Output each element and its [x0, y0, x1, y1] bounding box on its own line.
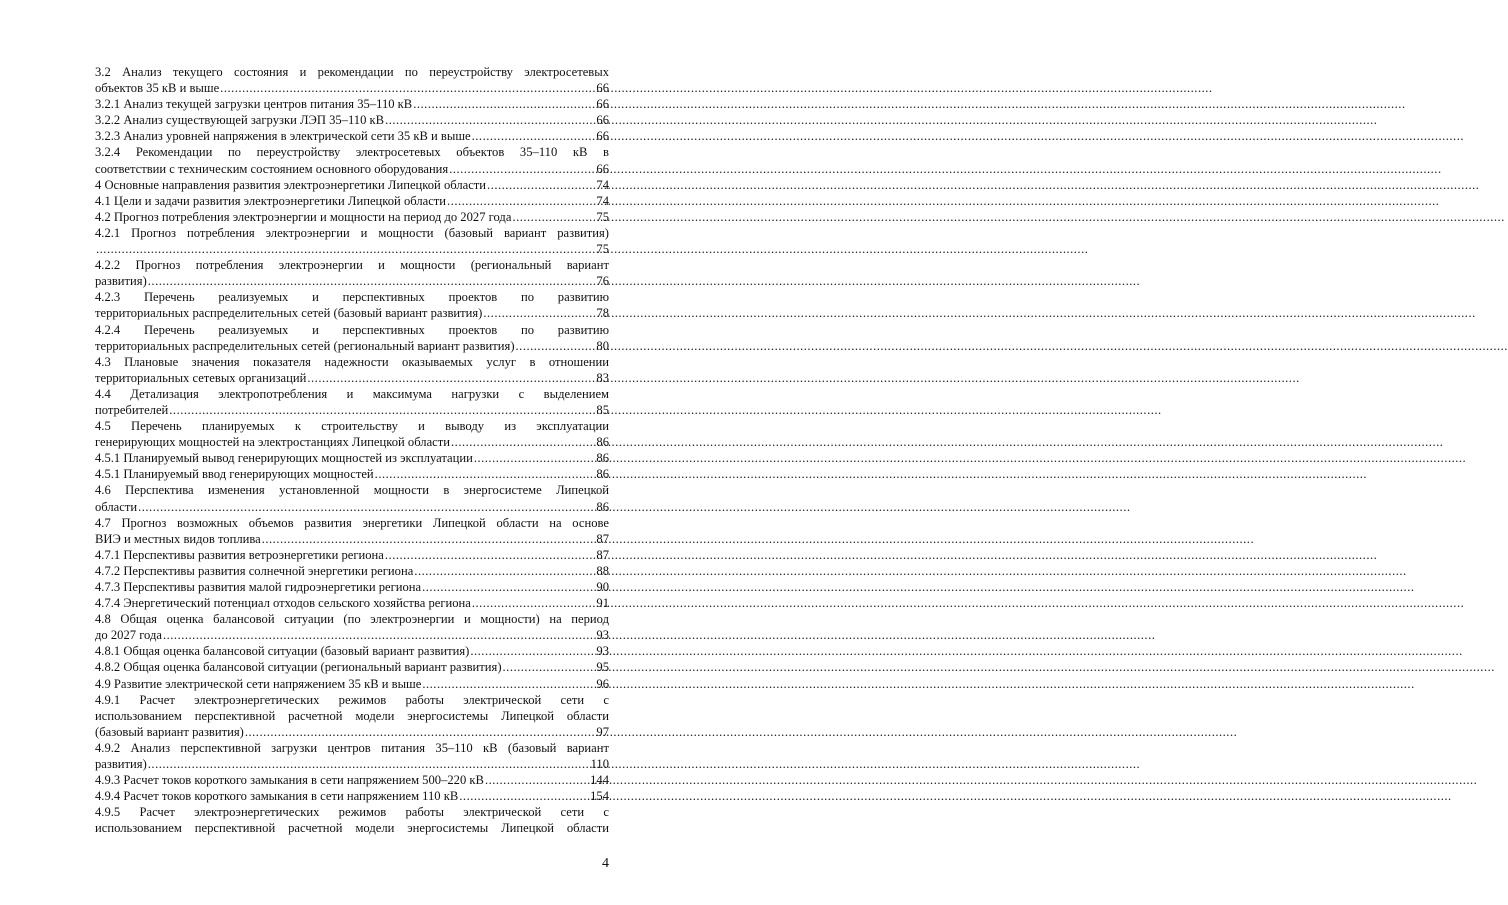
toc-page-number: 90: [596, 580, 609, 594]
toc-entry-title: области: [95, 499, 138, 514]
toc-entry-last-line: [95, 659, 609, 675]
toc-entry[interactable]: [95, 386, 609, 418]
toc-entry-title: объектов 35 кВ и выше: [95, 81, 220, 96]
toc-entry[interactable]: [95, 595, 609, 611]
toc-page-number: 93: [596, 628, 609, 643]
toc-page-number: 66: [596, 161, 609, 176]
toc-page-number: 93: [596, 644, 609, 659]
dot-leader: [375, 466, 596, 482]
toc-entry-last-line: [95, 338, 609, 354]
toc-entry[interactable]: [95, 322, 609, 354]
toc-entry[interactable]: [95, 64, 609, 96]
dot-leader: [512, 209, 595, 225]
toc-entry-last-line: [95, 177, 609, 193]
toc-page-number: 66: [596, 129, 609, 144]
dot-leader: [485, 772, 589, 788]
toc-entry-last-line: [95, 499, 609, 515]
toc-entry-last-line: [95, 788, 609, 804]
dot-leader: [503, 659, 596, 675]
toc-entry[interactable]: [95, 788, 609, 804]
dot-leader: [470, 643, 595, 659]
toc-entry-line: 4.9.2 Анализ перспективной загрузки центров питания 35–110 кВ (базовый вариант: [95, 740, 609, 755]
toc-entry[interactable]: [95, 225, 609, 257]
toc-page-number: 85: [596, 402, 609, 417]
dot-leader: [474, 450, 596, 466]
toc-entry-last-line: [95, 128, 609, 144]
toc-entry-title: 4.1 Цели и задачи развития электроэнергетики Липецкой области: [95, 193, 447, 208]
toc-entry-title: 4.5.1 Планируемый вывод генерирующих мощностей из эксплуатации: [95, 451, 473, 466]
toc-entry-title: территориальных распределительных сетей (базовый вариант развития): [95, 306, 483, 321]
toc-page-number: 88: [596, 563, 609, 578]
toc-entry-last-line: [95, 96, 609, 112]
dot-leader: [148, 273, 596, 289]
toc-entry[interactable]: [95, 450, 609, 466]
dot-leader: [413, 96, 595, 112]
toc-entry-title: 4.7.4 Энергетический потенциал отходов сельского хозяйства региона: [95, 596, 471, 611]
dot-leader: [483, 305, 595, 321]
toc-page-number: 87: [596, 531, 609, 546]
toc-entry[interactable]: [95, 643, 609, 659]
toc-entry-title: 4.7.1 Перспективы развития ветроэнергетики региона: [95, 547, 384, 562]
toc-page-number: 74: [596, 177, 609, 192]
toc-entry-title: 4.5.1 Планируемый ввод генерирующих мощностей: [95, 467, 374, 482]
toc-entry-last-line: [95, 112, 609, 128]
toc-page-number: 80: [596, 338, 609, 353]
toc-page-number: 87: [596, 547, 609, 562]
toc-entry[interactable]: [95, 144, 609, 176]
toc-entry-title: соответствии с техническим состоянием основного оборудования: [95, 161, 449, 176]
toc-entry-line: 4.2.1 Прогноз потребления электроэнергии и мощности (базовый вариант развития): [95, 225, 609, 240]
toc-entry[interactable]: [95, 515, 609, 547]
toc-entry-title: территориальных распределительных сетей (региональный вариант развития): [95, 338, 515, 353]
toc-entry[interactable]: [95, 96, 609, 112]
table-of-contents: [95, 64, 609, 837]
toc-entry[interactable]: [95, 209, 609, 225]
toc-entry[interactable]: [95, 177, 609, 193]
dot-leader: [472, 595, 596, 611]
dot-leader: [96, 241, 595, 257]
dot-leader: [385, 112, 595, 128]
toc-page-number: 97: [596, 724, 609, 739]
toc-entry[interactable]: [95, 289, 609, 321]
toc-entry[interactable]: [95, 579, 609, 595]
toc-entry[interactable]: [95, 740, 609, 772]
toc-entry-title: 3.2.2 Анализ существующей загрузки ЛЭП 35–110 кВ: [95, 113, 385, 128]
toc-entry-line: 4.6 Перспектива изменения установленной мощности в энергосистеме Липецкой: [95, 483, 609, 498]
dot-leader: [245, 724, 596, 740]
toc-entry-last-line: [95, 772, 609, 788]
toc-page-number: 154: [590, 789, 609, 804]
toc-entry-title: развития): [95, 274, 147, 289]
toc-entry-title: 4.9.4 Расчет токов короткого замыкания в сети напряжением 110 кВ: [95, 789, 459, 804]
toc-entry-line: использованием перспективной расчетной модели энергосистемы Липецкой области: [95, 708, 609, 723]
toc-entry-title: 4 Основные направления развития электроэнергетики Липецкой области: [95, 177, 487, 192]
toc-entry-line: 4.9.5 Расчет электроэнергетических режимов работы электрической сети с: [95, 805, 609, 820]
dot-leader: [516, 338, 596, 354]
dot-leader: [487, 177, 595, 193]
toc-entry-title: 4.8.1 Общая оценка балансовой ситуации (базовый вариант развития): [95, 644, 470, 659]
toc-entry[interactable]: [95, 547, 609, 563]
toc-entry-line: 4.4 Детализация электропотребления и максимума нагрузки с выделением: [95, 386, 609, 401]
toc-entry[interactable]: [95, 418, 609, 450]
toc-entry-last-line: [95, 676, 609, 692]
toc-entry-last-line: [95, 193, 609, 209]
toc-page-number: 110: [590, 757, 609, 772]
toc-entry-last-line: [95, 161, 609, 177]
toc-entry[interactable]: [95, 482, 609, 514]
toc-entry[interactable]: [95, 193, 609, 209]
dot-leader: [451, 434, 595, 450]
toc-entry-last-line: [95, 209, 609, 225]
toc-entry-title: 4.9.3 Расчет токов короткого замыкания в сети напряжением 500–220 кВ: [95, 773, 484, 788]
dot-leader: [307, 370, 595, 386]
toc-entry[interactable]: [95, 128, 609, 144]
toc-entry-line: 4.9.1 Расчет электроэнергетических режимов работы электрической сети с: [95, 692, 609, 707]
toc-entry-last-line: [95, 370, 609, 386]
toc-entry-title: потребителей: [95, 402, 169, 417]
toc-entry-last-line: [95, 273, 609, 289]
toc-entry-last-line: [95, 547, 609, 563]
toc-entry-last-line: [95, 434, 609, 450]
toc-page-number: 95: [596, 660, 609, 675]
toc-page-number: 66: [596, 81, 609, 96]
dot-leader: [148, 756, 590, 772]
toc-entry-last-line: [95, 466, 609, 482]
dot-leader: [220, 80, 595, 96]
toc-page-number: 86: [596, 467, 609, 482]
dot-leader: [262, 531, 596, 547]
dot-leader: [414, 563, 595, 579]
toc-entry-title: генерирующих мощностей на электростанциях Липецкой области: [95, 435, 451, 450]
toc-page-number: 86: [596, 499, 609, 514]
toc-entry-line: 4.5 Перечень планируемых к строительству и выводу из эксплуатации: [95, 419, 609, 434]
toc-entry-last-line: [95, 595, 609, 611]
toc-page-number: 91: [596, 596, 609, 611]
toc-entry-last-line: [95, 402, 609, 418]
toc-entry[interactable]: [95, 804, 609, 836]
toc-page-number: 83: [596, 370, 609, 385]
page-number: 4: [602, 856, 609, 871]
toc-entry-line: 4.2.3 Перечень реализуемых и перспективных проектов по развитию: [95, 290, 609, 305]
toc-entry-last-line: [95, 450, 609, 466]
toc-entry[interactable]: [95, 257, 609, 289]
toc-entry[interactable]: [95, 563, 609, 579]
dot-leader: [163, 627, 595, 643]
toc-entry-last-line: [95, 305, 609, 321]
toc-entry-title: 3.2.3 Анализ уровней напряжения в электрической сети 35 кВ и выше: [95, 129, 471, 144]
dot-leader: [385, 547, 596, 563]
toc-entry-line: 3.2.4 Рекомендации по переустройству электросетевых объектов 35–110 кВ в: [95, 145, 609, 160]
toc-entry-title: 4.8.2 Общая оценка балансовой ситуации (региональный вариант развития): [95, 660, 502, 675]
toc-page-number: 86: [596, 451, 609, 466]
toc-page-number: 96: [596, 676, 609, 691]
toc-entry-title: 3.2.1 Анализ текущей загрузки центров питания 35–110 кВ: [95, 97, 413, 112]
toc-entry-last-line: [95, 627, 609, 643]
toc-entry-last-line: [95, 531, 609, 547]
dot-leader: [459, 788, 589, 804]
dot-leader: [138, 499, 595, 515]
dot-leader: [422, 676, 595, 692]
toc-entry[interactable]: [95, 676, 609, 692]
toc-entry-last-line: [95, 80, 609, 96]
toc-entry-last-line: [95, 756, 609, 772]
toc-entry-title: 4.9 Развитие электрической сети напряжением 35 кВ и выше: [95, 676, 422, 691]
toc-entry-title: 4.7.3 Перспективы развития малой гидроэнергетики региона: [95, 580, 422, 594]
toc-entry-title: 4.7.2 Перспективы развития солнечной энергетики региона: [95, 563, 414, 578]
toc-entry-last-line: [95, 724, 609, 740]
toc-page-number: 75: [596, 242, 609, 257]
toc-entry[interactable]: [95, 466, 609, 482]
toc-page-number: 66: [596, 97, 609, 112]
toc-page-number: 144: [590, 773, 609, 788]
toc-page-number: 86: [596, 435, 609, 450]
dot-leader: [449, 161, 595, 177]
toc-entry[interactable]: [95, 659, 609, 675]
toc-entry-title: 4.2 Прогноз потребления электроэнергии и мощности на период до 2027 года: [95, 209, 512, 224]
toc-entry-line: 3.2 Анализ текущего состояния и рекомендации по переустройству электросетевых: [95, 65, 609, 79]
dot-leader: [169, 402, 595, 418]
toc-entry-line: использованием перспективной расчетной модели энергосистемы Липецкой области: [95, 821, 609, 836]
toc-entry-last-line: [95, 563, 609, 579]
toc-entry-line: 4.7 Прогноз возможных объемов развития энергетики Липецкой области на основе: [95, 515, 609, 530]
toc-page-number: 74: [596, 193, 609, 208]
toc-entry-line: 4.2.4 Перечень реализуемых и перспективных проектов по развитию: [95, 322, 609, 337]
dot-leader: [472, 128, 596, 144]
toc-entry-line: 4.2.2 Прогноз потребления электроэнергии и мощности (региональный вариант: [95, 258, 609, 273]
toc-entry[interactable]: [95, 692, 609, 740]
toc-entry-last-line: [95, 241, 609, 257]
toc-page-number: 75: [596, 209, 609, 224]
toc-entry-line: 4.3 Плановые значения показателя надежности оказываемых услуг в отношении: [95, 354, 609, 369]
toc-entry-title: ВИЭ и местных видов топлива: [95, 531, 261, 546]
toc-entry[interactable]: [95, 772, 609, 788]
toc-entry-line: 4.8 Общая оценка балансовой ситуации (по электроэнергии и мощности) на период: [95, 612, 609, 627]
toc-page-number: 78: [596, 306, 609, 321]
toc-entry-title: территориальных сетевых организаций: [95, 370, 307, 385]
toc-entry-last-line: [95, 643, 609, 659]
toc-page-number: 66: [596, 113, 609, 128]
toc-entry[interactable]: [95, 611, 609, 643]
toc-entry-title: развития): [95, 757, 147, 772]
toc-entry-title: до 2027 года: [95, 628, 162, 643]
toc-entry-title: (базовый вариант развития): [95, 724, 244, 739]
toc-entry[interactable]: [95, 354, 609, 386]
toc-entry-last-line: [95, 579, 609, 595]
dot-leader: [447, 193, 595, 209]
dot-leader: [422, 579, 595, 595]
toc-entry[interactable]: [95, 112, 609, 128]
toc-page-number: 76: [596, 274, 609, 289]
